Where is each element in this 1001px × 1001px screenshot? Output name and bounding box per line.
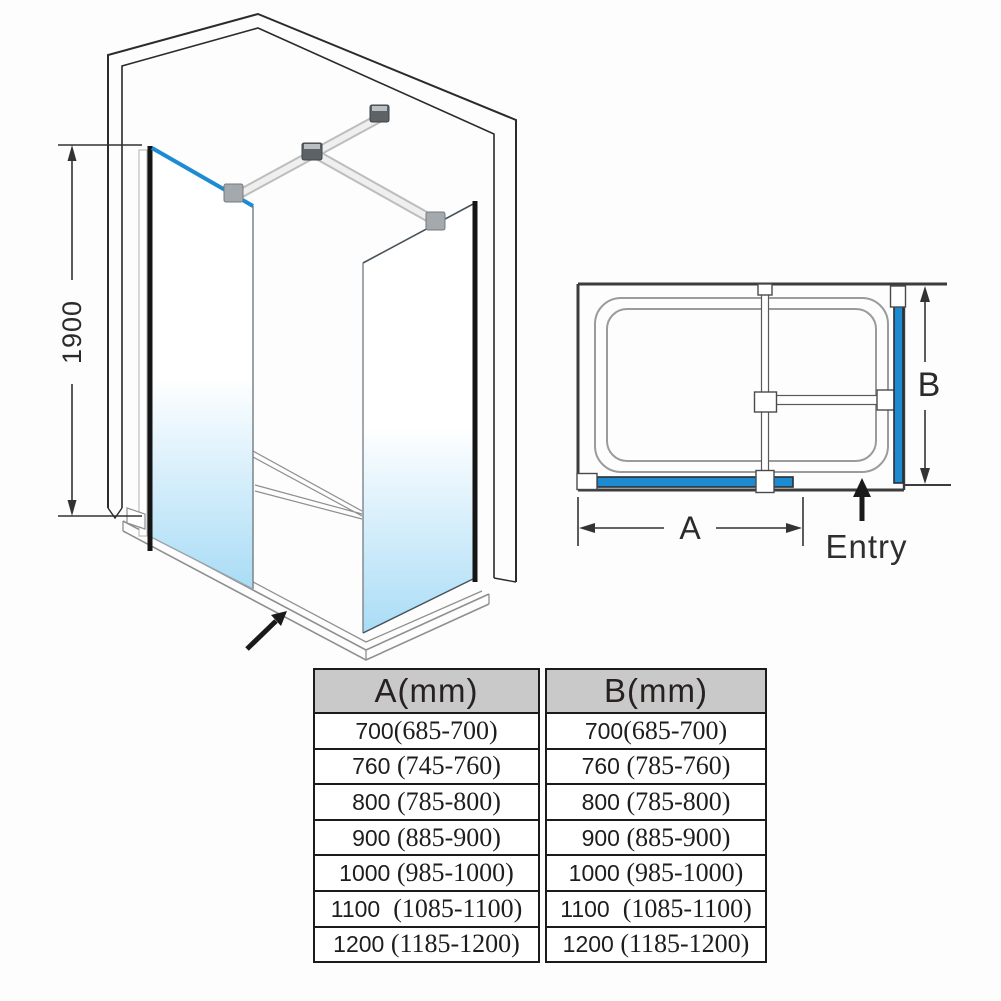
glass-panel-b xyxy=(894,306,903,483)
table-row xyxy=(546,713,766,749)
plan-t-connector xyxy=(755,392,777,412)
column-header-a: A(mm) xyxy=(314,669,539,713)
right-glass-connector xyxy=(426,212,445,230)
plan-glass-b xyxy=(891,286,906,483)
height-dimension-label: 1900 xyxy=(57,299,87,365)
table-row xyxy=(314,891,539,927)
size-cell: 700(685-700) xyxy=(314,713,539,749)
size-cell: 700(685-700) xyxy=(546,713,766,749)
glass-a-bar-connector xyxy=(756,471,774,493)
glass-a-wall-bracket xyxy=(577,474,597,490)
table-row xyxy=(314,820,539,856)
size-cell: 800 (785-800) xyxy=(546,784,766,820)
glass-b-wall-bracket xyxy=(891,286,906,307)
plan-vertical-bar xyxy=(762,286,769,472)
size-cell: 800 (785-800) xyxy=(314,784,539,820)
left-glass-panel xyxy=(127,146,253,589)
table-row xyxy=(546,855,766,891)
size-cell: 1200 (1185-1200) xyxy=(314,927,539,963)
table-row xyxy=(314,855,539,891)
table-row xyxy=(314,749,539,785)
table-row xyxy=(546,891,766,927)
size-cell: 1200 (1185-1200) xyxy=(546,927,766,963)
wall-profile-strip xyxy=(139,150,147,536)
plan-horizontal-bar xyxy=(776,396,878,405)
width-dimension-label: A xyxy=(679,510,701,546)
table-row xyxy=(314,713,539,749)
table-row xyxy=(546,927,766,963)
size-cell: 900 (885-900) xyxy=(546,820,766,856)
arrow-head-icon xyxy=(853,478,871,497)
arrow-right-icon xyxy=(786,523,802,533)
table-row xyxy=(546,820,766,856)
size-cell: 760 (785-760) xyxy=(546,749,766,785)
left-glass-connector xyxy=(224,184,243,202)
size-table xyxy=(313,668,767,963)
entry-direction-arrow xyxy=(247,611,287,649)
entry-label: Entry xyxy=(825,528,908,565)
iso-view xyxy=(58,14,516,660)
size-cell: 900 (885-900) xyxy=(314,820,539,856)
column-header-b: B(mm) xyxy=(546,669,766,713)
depth-dimension-label: B xyxy=(917,366,941,404)
plan-tray xyxy=(595,298,888,472)
support-bars xyxy=(236,116,433,220)
plan-wall-connector xyxy=(758,284,772,295)
arrow-down-icon xyxy=(68,500,77,516)
right-glass-surface xyxy=(363,203,475,633)
size-cell: 1000 (985-1000) xyxy=(546,855,766,891)
table-row xyxy=(546,784,766,820)
size-table-column-a xyxy=(313,668,540,963)
arrow-up-icon xyxy=(68,145,77,161)
arrow-up-icon xyxy=(920,286,930,302)
table-row xyxy=(546,749,766,785)
size-cell: 760 (745-760) xyxy=(314,749,539,785)
left-glass-surface xyxy=(151,148,253,589)
size-cell: 1100 (1085-1100) xyxy=(314,891,539,927)
plan-view xyxy=(577,284,951,546)
table-row xyxy=(314,927,539,963)
size-cell: 1100 (1085-1100) xyxy=(546,891,766,927)
arrow-left-icon xyxy=(579,523,595,533)
plan-entry-arrow xyxy=(853,478,871,521)
arrow-down-icon xyxy=(920,468,930,484)
table-row xyxy=(314,784,539,820)
size-cell: 1000 (985-1000) xyxy=(314,855,539,891)
right-glass-panel xyxy=(363,201,475,633)
size-table-column-b xyxy=(545,668,767,963)
